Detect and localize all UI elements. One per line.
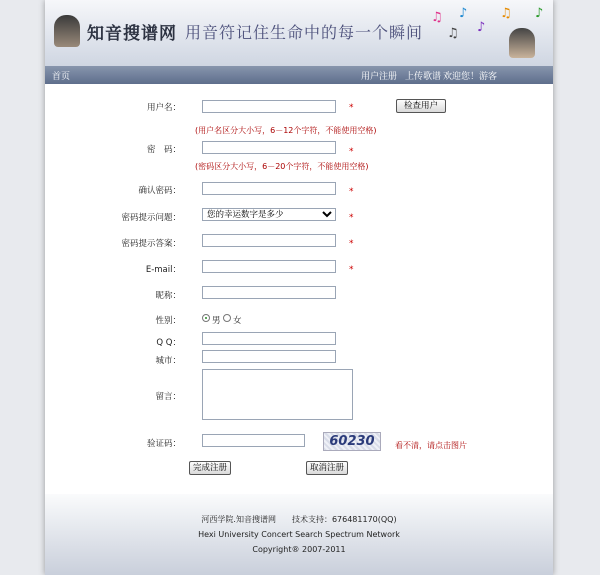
username-label: 用户名： [146,103,181,113]
username-input[interactable] [202,100,336,113]
nav-register-link[interactable]: 用户注册 [361,72,398,82]
music-note-icon: ♪ [459,6,468,21]
gender-female-label: 女 [233,316,242,326]
footer-line2: Hexi University Concert Search Spectrum Network [198,530,400,539]
qq-label: Q Q： [156,338,181,348]
city-label: 城市： [155,356,181,366]
nickname-label: 昵称： [155,291,181,301]
gender-male-label: 男 [212,316,221,326]
required-mark: * [349,213,354,223]
gender-label: 性别： [155,316,181,326]
music-note-icon: ♫ [447,26,459,41]
header-banner [45,0,553,66]
confirm-password-input[interactable] [202,182,336,195]
gender-male-radio[interactable] [202,314,210,322]
nav-home-link[interactable]: 首页 [52,72,71,82]
required-mark: * [349,265,354,275]
footer-line1: 河西学院.知音搜谱网 技术支持：676481170(QQ) [201,515,397,524]
answer-input[interactable] [202,234,336,247]
required-mark: * [349,147,354,157]
page-container [45,0,553,575]
required-mark: * [349,103,354,113]
nav-bar [45,66,553,84]
email-input[interactable] [202,260,336,273]
message-label: 留言： [155,392,181,402]
captcha-label: 验证码： [146,439,181,449]
captcha-input[interactable] [202,434,305,447]
footer [45,494,553,575]
message-textarea[interactable] [202,369,353,420]
captcha-refresh-link[interactable]: 看不清，请点击图片 [395,441,467,450]
music-note-icon: ♫ [431,10,443,25]
required-mark: * [349,187,354,197]
music-note-icon: ♪ [535,6,544,21]
site-slogan: 用音符记住生命中的每一个瞬间 [185,23,424,42]
nav-upload-link[interactable]: 上传歌谱 [405,72,442,82]
password-hint: (密码区分大小写，6－20个字符，不能使用空格) [195,162,369,171]
password-label: 密 码： [146,145,181,155]
captcha-image[interactable]: 60230 [323,432,381,451]
username-hint: (用户名区分大小写，6－12个字符，不能使用空格) [195,126,377,135]
music-note-icon: ♪ [477,20,486,35]
site-name: 知音搜谱网 [87,24,177,44]
girl-headphones-icon [54,15,80,47]
submit-button[interactable]: 完成注册 [189,461,231,475]
footer-copyright: Copyright® 2007-2011 [252,545,346,554]
question-label: 密码提示问题： [121,213,181,223]
question-select[interactable] [202,208,336,221]
email-label: E-mail： [145,265,181,275]
confirm-password-label: 确认密码： [138,186,181,196]
city-input[interactable] [202,350,336,363]
music-note-icon: ♫ [500,6,512,21]
nickname-input[interactable] [202,286,336,299]
password-input[interactable] [202,141,336,154]
check-user-button[interactable]: 检查用户 [396,99,446,113]
answer-label: 密码提示答案： [121,239,181,249]
required-mark: * [349,239,354,249]
cancel-button[interactable]: 取消注册 [306,461,348,475]
qq-input[interactable] [202,332,336,345]
gender-female-radio[interactable] [223,314,231,322]
nav-welcome-text: 欢迎您！游客 [443,72,498,82]
boy-headphones-icon [509,28,535,58]
